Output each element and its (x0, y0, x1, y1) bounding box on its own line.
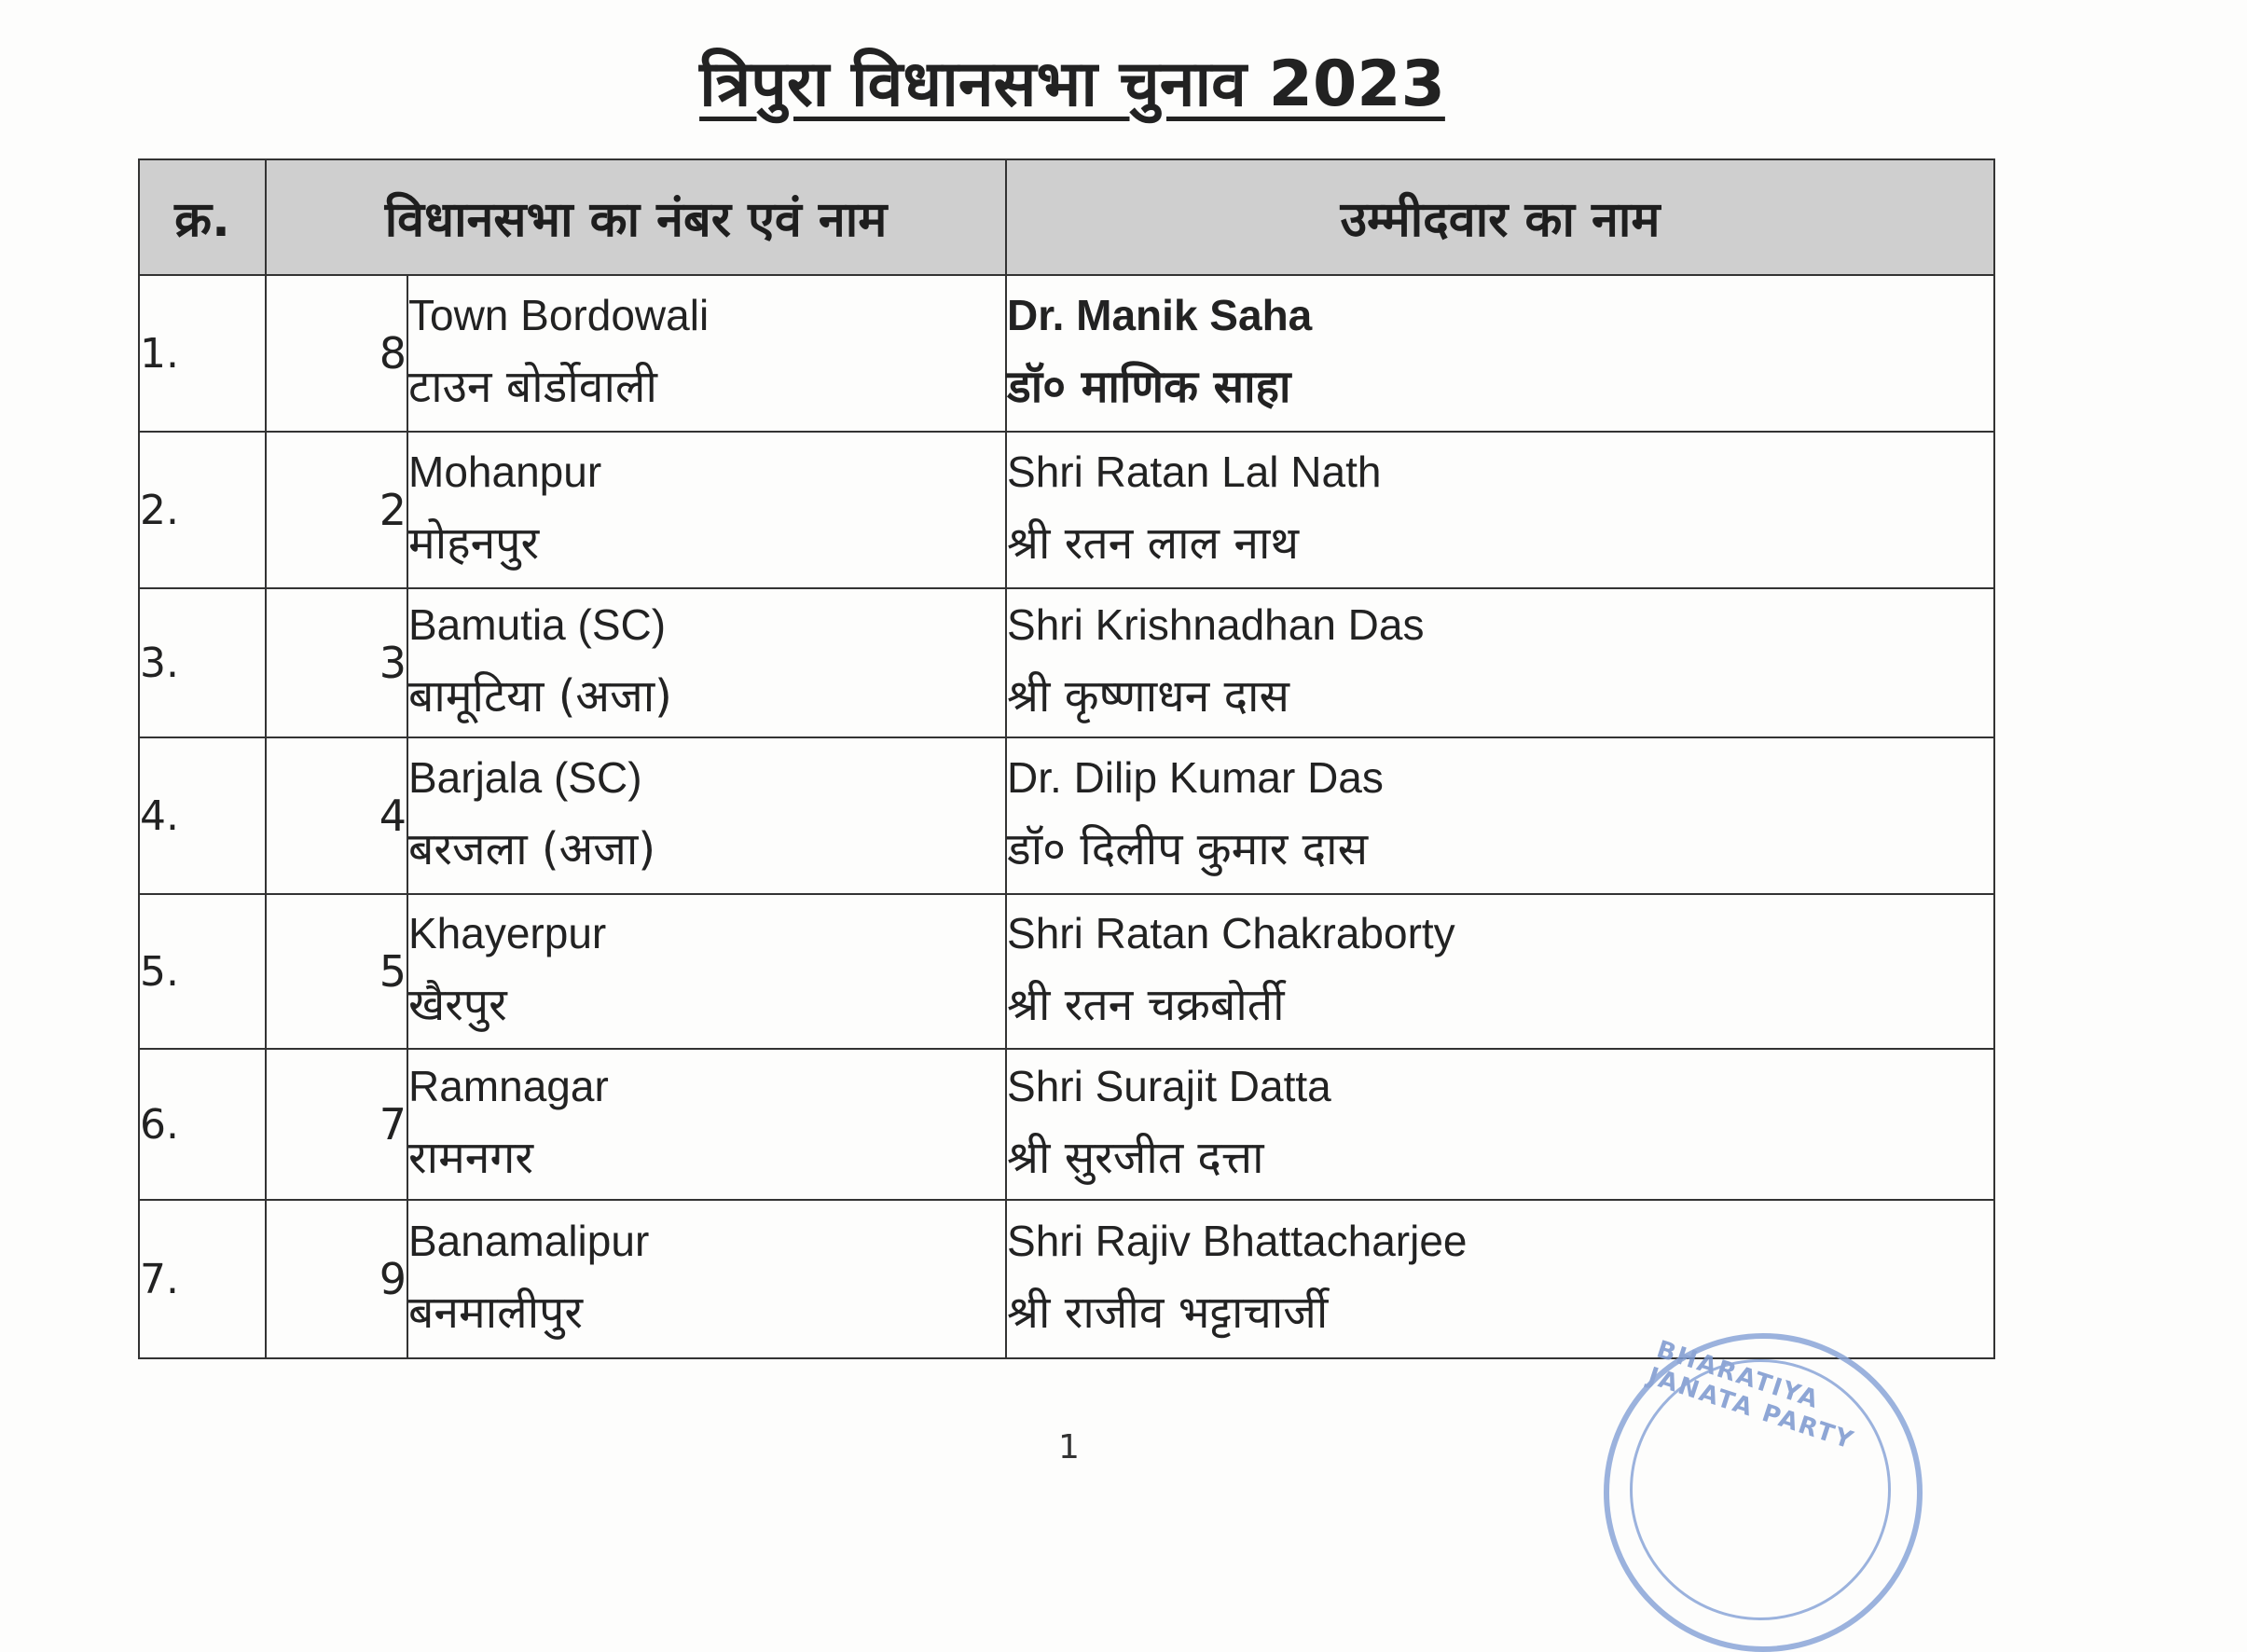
ac-name-hindi: बामूटिया (अजा) (408, 670, 672, 723)
row-ac-number: 5 (266, 894, 407, 1049)
row-candidate (1006, 1049, 1994, 1200)
row-serial: 5. (139, 894, 266, 1049)
row-candidate (1006, 432, 1994, 588)
candidate-name-english: Dr. Dilip Kumar Das (1007, 753, 1384, 802)
ac-name-hindi: बरजला (अजा) (408, 823, 656, 875)
table-row (139, 1200, 1994, 1358)
ac-name-english: Khayerpur (408, 909, 607, 957)
candidate-name-hindi: डॉ० दिलीप कुमार दास (1007, 823, 1369, 875)
row-ac-number: 8 (266, 275, 407, 432)
candidate-name-hindi: श्री सुरजीत दत्ता (1007, 1132, 1264, 1184)
table-row (139, 275, 1994, 432)
row-ac-number: 3 (266, 588, 407, 737)
row-serial: 6. (139, 1049, 266, 1200)
ac-name-hindi: मोहनपुर (408, 517, 540, 570)
ac-name-hindi: खैरपुर (408, 979, 507, 1031)
header-constituency: विधानसभा का नंबर एवं नाम (266, 159, 1006, 275)
ac-name-hindi: रामनगर (408, 1132, 534, 1184)
row-serial: 1. (139, 275, 266, 432)
ac-name-english: Mohanpur (408, 447, 602, 496)
table-row (139, 737, 1994, 894)
row-ac-name (407, 1049, 1006, 1200)
candidate-name-hindi: श्री रतन लाल नाथ (1007, 517, 1300, 570)
candidate-name-hindi: डॉ० माणिक साहा (1007, 361, 1291, 413)
ac-name-english: Town Bordowali (408, 291, 710, 339)
ac-name-english: Ramnagar (408, 1062, 609, 1110)
header-candidate: उम्मीदवार का नाम (1006, 159, 1994, 275)
candidate-name-english: Shri Surajit Datta (1007, 1062, 1331, 1110)
table-row (139, 432, 1994, 588)
table-body (139, 275, 1994, 1358)
row-ac-number: 2 (266, 432, 407, 588)
row-ac-name (407, 588, 1006, 737)
row-serial: 2. (139, 432, 266, 588)
row-candidate (1006, 737, 1994, 894)
row-serial: 3. (139, 588, 266, 737)
document-title: त्रिपुरा विधानसभा चुनाव 2023 (699, 48, 1445, 121)
header-serial: क्र. (139, 159, 266, 275)
candidate-name-english: Shri Rajiv Bhattacharjee (1007, 1217, 1468, 1265)
candidate-name-hindi: श्री राजीव भट्टाचार्जी (1007, 1287, 1329, 1339)
ac-name-hindi: टाउन बोर्डोवाली (408, 361, 657, 413)
candidate-name-english: Dr. Manik Saha (1007, 291, 1313, 339)
ac-name-english: Banamalipur (408, 1217, 650, 1265)
table-header (139, 159, 1994, 275)
table-row (139, 588, 1994, 737)
row-ac-name (407, 1200, 1006, 1358)
row-serial: 7. (139, 1200, 266, 1358)
table-row (139, 1049, 1994, 1200)
candidate-name-hindi: श्री रतन चक्रबोर्ती (1007, 979, 1285, 1031)
candidate-name-hindi: श्री कृष्णाधन दास (1007, 670, 1289, 723)
candidate-table (138, 158, 1995, 1359)
row-candidate (1006, 894, 1994, 1049)
row-ac-number: 7 (266, 1049, 407, 1200)
row-ac-name (407, 894, 1006, 1049)
row-ac-number: 4 (266, 737, 407, 894)
seal-text: BHARATIYA JANATA PARTY (1644, 1335, 1858, 1456)
candidate-name-english: Shri Ratan Chakraborty (1007, 909, 1455, 957)
candidate-name-english: Shri Ratan Lal Nath (1007, 447, 1382, 496)
table-header-row (139, 159, 1994, 275)
ac-name-english: Bamutia (SC) (408, 600, 667, 649)
row-candidate (1006, 588, 1994, 737)
row-serial: 4. (139, 737, 266, 894)
table-row (139, 894, 1994, 1049)
page-number: 1 (1058, 1428, 1080, 1466)
ac-name-english: Barjala (SC) (408, 753, 642, 802)
row-ac-name (407, 275, 1006, 432)
party-seal (1604, 1333, 1923, 1652)
row-candidate (1006, 1200, 1994, 1358)
candidate-name-english: Shri Krishnadhan Das (1007, 600, 1425, 649)
row-ac-name (407, 737, 1006, 894)
ac-name-hindi: बनमालीपुर (408, 1287, 584, 1339)
row-candidate (1006, 275, 1994, 432)
row-ac-name (407, 432, 1006, 588)
row-ac-number: 9 (266, 1200, 407, 1358)
